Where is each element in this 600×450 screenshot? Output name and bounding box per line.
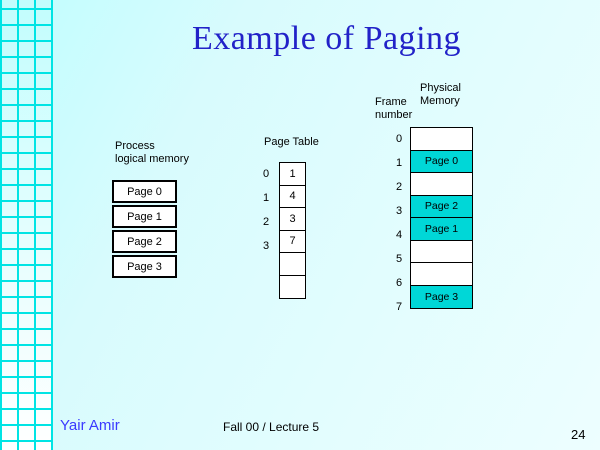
frame-numbers [392,127,406,319]
page-table-cell: 4 [280,186,305,209]
frame-number: 0 [395,133,403,145]
logical-memory-label-line2: logical memory [115,153,189,165]
frame-number-label [375,96,412,122]
frame-number: 2 [395,181,403,193]
physical-memory-table [410,127,473,309]
page-title: Example of Paging [191,20,462,57]
logical-page-cell: Page 2 [112,230,177,253]
frame-number: 4 [395,229,403,241]
page-number: 24 [571,427,586,442]
frame-number: 3 [395,205,403,217]
logical-page-cell: Page 3 [112,255,177,278]
page-table-index: 3 [263,240,270,252]
frame-number-label-line2: number [375,109,413,121]
frame-number: 7 [395,301,403,313]
logical-memory-label-line1: Process [115,140,155,152]
physical-frame-cell: Page 2 [411,196,472,219]
page-table-cell [280,276,305,299]
frame-number: 5 [395,253,403,265]
logical-page-cell: Page 0 [112,180,177,203]
page-table-index: 0 [263,168,270,180]
physical-memory-label-line2: Memory [420,95,460,107]
page-table-indices [263,162,275,306]
physical-frame-cell [411,241,472,264]
page-table-index [263,258,275,282]
page-table-index: 1 [263,192,270,204]
page-table-cell: 1 [280,163,305,186]
page-table-label: Page Table [264,136,319,148]
page-table-index [263,282,275,306]
frame-number: 1 [395,157,403,169]
page-table-cell: 3 [280,208,305,231]
frame-number: 6 [395,277,403,289]
footer-author: Yair Amir [60,417,120,434]
footer-course: Fall 00 / Lecture 5 [223,420,320,434]
page-table-index: 2 [263,216,270,228]
physical-frame-cell [411,128,472,151]
physical-frame-cell [411,263,472,286]
page-table-cell: 7 [280,231,305,254]
physical-memory-label [420,82,461,108]
physical-frame-cell: Page 0 [411,151,472,174]
logical-memory-table [112,180,177,280]
physical-frame-cell: Page 1 [411,218,472,241]
logical-page-cell: Page 1 [112,205,177,228]
physical-memory-label-line1: Physical [420,82,461,94]
page-table-cell [280,253,305,276]
physical-frame-cell [411,173,472,196]
logical-memory-label [115,140,189,166]
page-table [279,162,306,299]
grid-decoration [0,0,53,450]
physical-frame-cell: Page 3 [411,286,472,309]
frame-number-label-line1: Frame [375,96,407,108]
